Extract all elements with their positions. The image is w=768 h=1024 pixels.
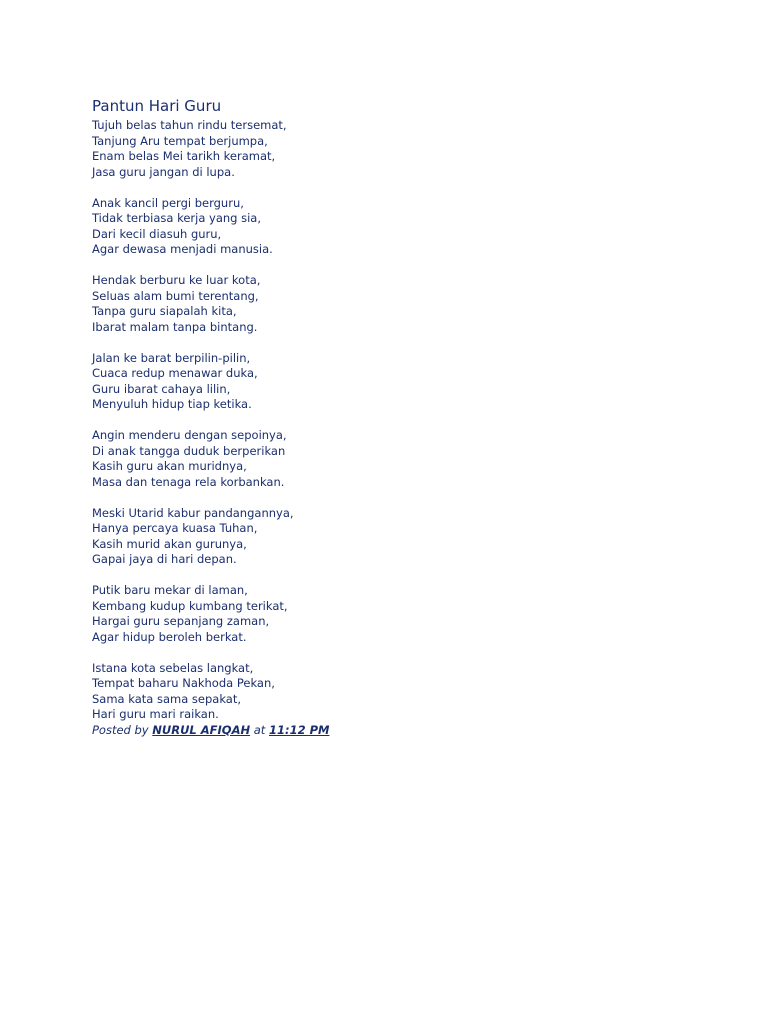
poem-line: Gapai jaya di hari depan. bbox=[92, 552, 237, 566]
posted-by-label: Posted by bbox=[92, 722, 149, 737]
poem-line: Sama kata sama sepakat, bbox=[92, 691, 241, 706]
poem-stanza bbox=[92, 351, 692, 413]
poem-line: Agar dewasa menjadi manusia. bbox=[92, 242, 273, 256]
poem-line: Putik baru mekar di laman, bbox=[92, 583, 248, 597]
poem-line: Tanjung Aru tempat berjumpa, bbox=[92, 133, 268, 148]
poem-line: Kasih guru akan muridnya, bbox=[92, 459, 247, 473]
poem-line: Dari kecil diasuh guru, bbox=[92, 226, 222, 241]
poem-line: Di anak tangga duduk berperikan bbox=[92, 443, 286, 458]
poem-line: Angin menderu dengan sepoinya, bbox=[92, 428, 287, 442]
poem-stanza bbox=[92, 661, 692, 723]
poem-stanza bbox=[92, 273, 692, 335]
poem-line: Ibarat malam tanpa bintang. bbox=[92, 319, 258, 334]
poem-stanza bbox=[92, 583, 692, 645]
poem-line: Guru ibarat cahaya lilin, bbox=[92, 381, 231, 396]
post-time-link[interactable]: 11:12 PM bbox=[268, 722, 330, 737]
poem-line: Kembang kudup kumbang terikat, bbox=[92, 598, 288, 613]
poem-line: Anak kancil pergi berguru, bbox=[92, 195, 244, 210]
poem-stanza bbox=[92, 118, 692, 180]
poem-line: Masa dan tenaga rela korbankan. bbox=[92, 474, 285, 489]
poem-line: Meski Utarid kabur pandangannya, bbox=[92, 505, 294, 520]
poem-line: Hargai guru sepanjang zaman, bbox=[92, 614, 270, 628]
post-title: Pantun Hari Guru bbox=[92, 97, 222, 115]
blog-post bbox=[92, 96, 692, 738]
poem-body bbox=[92, 118, 692, 723]
poem-line: Istana kota sebelas langkat, bbox=[92, 660, 254, 675]
poem-stanza bbox=[92, 196, 692, 258]
poem-line: Hanya percaya kuasa Tuhan, bbox=[92, 521, 258, 535]
at-label: at bbox=[253, 722, 266, 737]
author-link[interactable]: NURUL AFIQAH bbox=[152, 722, 251, 737]
poem-line: Hari guru mari raikan. bbox=[92, 707, 219, 721]
poem-line: Cuaca redup menawar duka, bbox=[92, 366, 258, 380]
poem-stanza bbox=[92, 506, 692, 568]
poem-line: Tempat baharu Nakhoda Pekan, bbox=[92, 676, 275, 690]
post-footer bbox=[92, 723, 692, 739]
poem-stanza bbox=[92, 428, 692, 490]
poem-line: Menyuluh hidup tiap ketika. bbox=[92, 397, 252, 411]
poem-line: Agar hidup beroleh berkat. bbox=[92, 629, 247, 644]
poem-line: Jalan ke barat berpilin-pilin, bbox=[92, 350, 251, 365]
poem-line: Seluas alam bumi terentang, bbox=[92, 288, 259, 303]
poem-line: Jasa guru jangan di lupa. bbox=[92, 164, 235, 179]
poem-line: Kasih murid akan gurunya, bbox=[92, 536, 247, 551]
poem-line: Tanpa guru siapalah kita, bbox=[92, 304, 237, 318]
poem-line: Tidak terbiasa kerja yang sia, bbox=[92, 211, 262, 225]
poem-line: Hendak berburu ke luar kota, bbox=[92, 273, 261, 287]
poem-line: Tujuh belas tahun rindu tersemat, bbox=[92, 118, 287, 132]
poem-line: Enam belas Mei tarikh keramat, bbox=[92, 149, 276, 163]
